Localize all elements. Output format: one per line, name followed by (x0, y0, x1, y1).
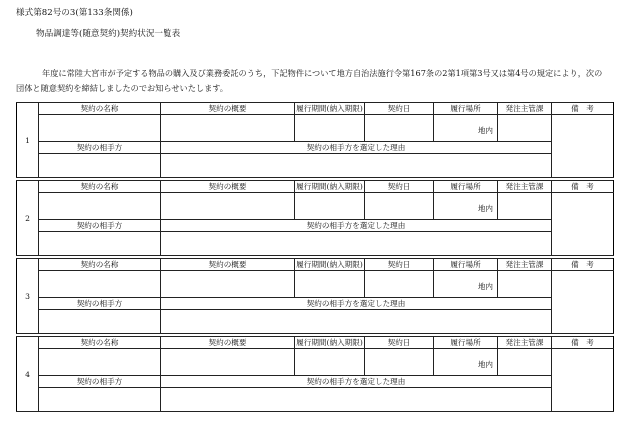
contract-summary-header: 契約の概要 (161, 103, 295, 115)
place-header: 履行場所 (434, 259, 498, 271)
place-cell (434, 271, 498, 298)
contract-summary-header: 契約の概要 (161, 337, 295, 349)
intro-line-1: 年度に常陸大宮市が予定する物品の購入及び業務委託のうち，下記物件について地方自治法施行令第167条の2第1項第3号又は第4号の規定により，次の (42, 68, 603, 78)
reason-cell (161, 388, 552, 412)
contract-name-cell (39, 271, 161, 298)
remarks-cell (552, 193, 614, 256)
contract-record-table-3 (16, 258, 614, 334)
contract-summary-cell (161, 349, 295, 376)
contract-summary-header: 契約の概要 (161, 181, 295, 193)
department-cell (498, 349, 552, 376)
place-cell (434, 349, 498, 376)
department-header: 発注主管課 (498, 259, 552, 271)
contract-record-table-1 (16, 102, 614, 178)
partner-cell (39, 232, 161, 256)
contract-date-header: 契約日 (365, 103, 434, 115)
place-header: 履行場所 (434, 103, 498, 115)
remarks-cell (552, 115, 614, 178)
remarks-cell (552, 271, 614, 334)
contract-date-cell (365, 271, 434, 298)
partner-cell (39, 154, 161, 178)
contract-name-header: 契約の名称 (39, 337, 161, 349)
within-city-label: 地内 (477, 282, 493, 291)
place-header: 履行場所 (434, 337, 498, 349)
place-cell (434, 115, 498, 142)
contract-name-header: 契約の名称 (39, 259, 161, 271)
department-header: 発注主管課 (498, 181, 552, 193)
department-cell (498, 193, 552, 220)
period-header: 履行期間(納入期限) (296, 182, 363, 191)
intro-line-2: 団体と随意契約を締結しましたのでお知らせいたします。 (16, 83, 228, 93)
contract-date-cell (365, 193, 434, 220)
partner-cell (39, 310, 161, 334)
contract-date-cell (365, 115, 434, 142)
within-city-label: 地内 (477, 360, 493, 369)
record-number: 4 (17, 337, 39, 412)
period-header: 履行期間(納入期限) (296, 104, 363, 113)
record-number: 1 (17, 103, 39, 178)
contract-summary-cell (161, 115, 295, 142)
remarks-header: 備 考 (552, 181, 614, 193)
document-title: 物品調達等(随意契約)契約状況一覧表 (36, 29, 181, 39)
within-city-label: 地内 (477, 204, 493, 213)
period-cell (295, 193, 365, 220)
contract-name-cell (39, 193, 161, 220)
contract-summary-cell (161, 271, 295, 298)
period-header: 履行期間(納入期限) (296, 260, 363, 269)
contract-date-header: 契約日 (365, 181, 434, 193)
remarks-header: 備 考 (552, 259, 614, 271)
place-cell (434, 193, 498, 220)
reason-label: 契約の相手方を選定した理由 (161, 298, 552, 310)
place-header: 履行場所 (434, 181, 498, 193)
period-cell (295, 115, 365, 142)
department-cell (498, 271, 552, 298)
contract-summary-cell (161, 193, 295, 220)
period-header: 履行期間(納入期限) (296, 338, 363, 347)
partner-label: 契約の相手方 (39, 220, 161, 232)
remarks-cell (552, 349, 614, 412)
record-number: 3 (17, 259, 39, 334)
intro-paragraph (16, 66, 612, 96)
reason-label: 契約の相手方を選定した理由 (161, 142, 552, 154)
partner-label: 契約の相手方 (39, 298, 161, 310)
reason-label: 契約の相手方を選定した理由 (161, 220, 552, 232)
contract-name-cell (39, 349, 161, 376)
period-cell (295, 349, 365, 376)
contract-date-header: 契約日 (365, 259, 434, 271)
contract-name-cell (39, 115, 161, 142)
partner-label: 契約の相手方 (39, 142, 161, 154)
contract-name-header: 契約の名称 (39, 181, 161, 193)
record-number: 2 (17, 181, 39, 256)
partner-cell (39, 388, 161, 412)
contract-record-table-4 (16, 336, 614, 412)
reason-cell (161, 310, 552, 334)
contract-date-cell (365, 349, 434, 376)
reason-cell (161, 154, 552, 178)
form-number: 様式第82号の3(第133条関係) (16, 8, 133, 18)
contract-summary-header: 契約の概要 (161, 259, 295, 271)
department-header: 発注主管課 (498, 337, 552, 349)
department-cell (498, 115, 552, 142)
remarks-header: 備 考 (552, 337, 614, 349)
within-city-label: 地内 (477, 126, 493, 135)
reason-label: 契約の相手方を選定した理由 (161, 376, 552, 388)
period-cell (295, 271, 365, 298)
contract-record-table-2 (16, 180, 614, 256)
remarks-header: 備 考 (552, 103, 614, 115)
contract-name-header: 契約の名称 (39, 103, 161, 115)
department-header: 発注主管課 (498, 103, 552, 115)
reason-cell (161, 232, 552, 256)
partner-label: 契約の相手方 (39, 376, 161, 388)
contract-date-header: 契約日 (365, 337, 434, 349)
